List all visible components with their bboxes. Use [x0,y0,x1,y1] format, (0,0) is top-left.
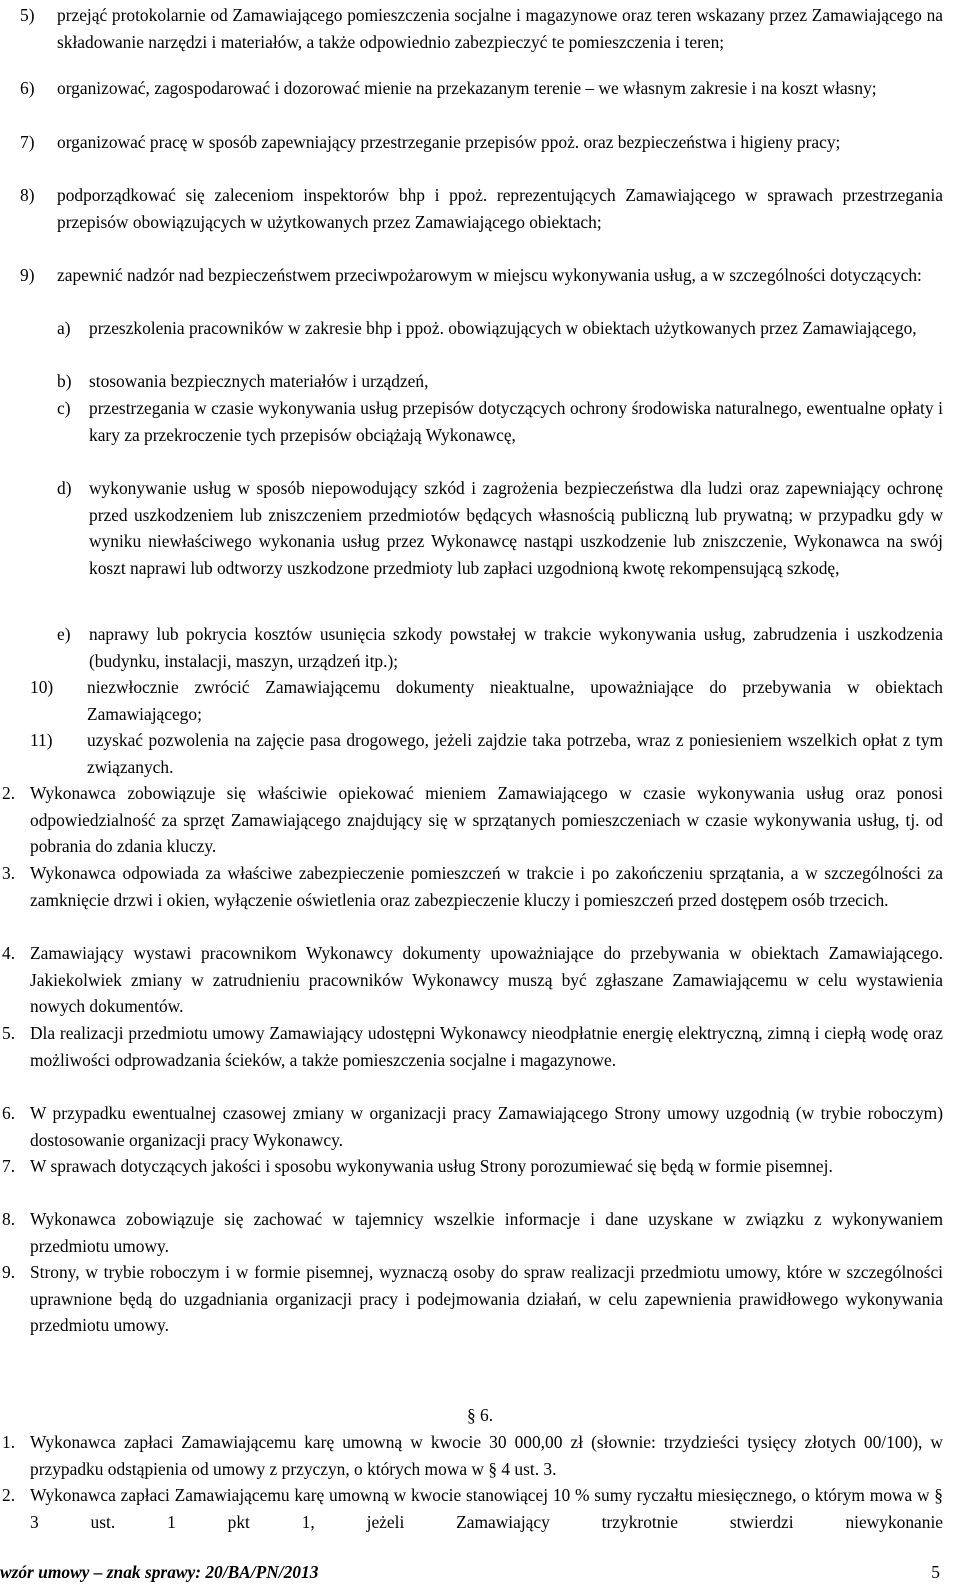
paragraph-number: 9. [2,1262,16,1282]
letter-item-marker: b) [57,371,72,391]
list-item-text: podporządkować się zaleceniom inspektorów bhp i ppoż. reprezentujących Zamawiającego w sprawach przestrzegania przepisów obowiązujących w użytkowanych przez Zamawiającego obiektach; [57,185,943,232]
paragraph-number: 7. [2,1156,16,1176]
list-item [30,727,943,780]
section-paragraph [2,1482,943,1535]
paragraph-text: Wykonawca zapłaci Zamawiającemu karę umowną w kwocie 30 000,00 zł (słownie: trzydzieści tysięcy złotych 00/100), w przypadku odstąpienia od umowy z przyczyn, o których mowa w § 4 ust. 3. [30,1432,943,1479]
letter-item-text: przestrzegania w czasie wykonywania usług przepisów dotyczących ochrony środowiska naturalnego, ewentualne opłaty i kary za przekroczenie tych przepisów obciążają Wykonawcę, [89,398,943,445]
paragraph-number: 2. [2,1485,16,1505]
paragraph-text: W przypadku ewentualnej czasowej zmiany w organizacji pracy Zamawiającego Strony umowy uzgodnią (w trybie roboczym) dostosowanie organizacji pracy Wykonawcy. [30,1103,943,1150]
letter-item [57,315,943,342]
list-item-text: organizować, zagospodarować i dozorować mienie na przekazanym terenie – we własnym zakresie i na koszt własny; [57,78,877,98]
letter-item [57,395,943,448]
list-item-number: 8) [20,185,35,205]
list-item [20,75,943,102]
numbered-paragraph [2,780,943,860]
list-item-text: niezwłocznie zwrócić Zamawiającemu dokumenty nieaktualne, upoważniające do przebywania w obiektach Zamawiającego; [87,677,943,724]
numbered-paragraph [2,1100,943,1153]
list-item-text: uzyskać pozwolenia na zajęcie pasa drogowego, jeżeli zajdzie taka potrzeba, wraz z poniesieniem wszelkich opłat z tym związanych. [87,730,943,777]
list-item [20,182,943,235]
footer-page-number: 5 [931,1562,940,1582]
paragraph-number: 2. [2,783,16,803]
list-item [30,674,943,727]
letter-item-marker: d) [57,478,72,498]
list-item [20,129,943,156]
list-item-text: przejąć protokolarnie od Zamawiającego pomieszczenia socjalne i magazynowe oraz teren wskazany przez Zamawiającego na składowanie narzędzi i materiałów, a także odpowiednio zabezpieczyć te pomieszczenia i teren; [57,5,943,52]
paragraph-text: Dla realizacji przedmiotu umowy Zamawiający udostępni Wykonawcy nieodpłatnie energię elektryczną, zimną i ciepłą wodę oraz możliwości odprowadzania ścieków, a także pomieszczenia socjalne i magazynowe. [30,1023,943,1070]
letter-item-text: stosowania bezpiecznych materiałów i urządzeń, [89,371,429,391]
letter-item [57,475,943,581]
paragraph-text: Wykonawca zobowiązuje się zachować w tajemnicy wszelkie informacje i dane uzyskane w związku z wykonywaniem przedmiotu umowy. [30,1209,943,1256]
paragraph-text: Wykonawca zapłaci Zamawiającemu karę umowną w kwocie stanowiącej 10 % sumy ryczałtu miesięcznego, o którym mowa w § 3 ust. 1 pkt 1, jeżeli Zamawiający trzykrotnie stwierdzi niewykonanie [30,1485,943,1532]
list-item [20,2,943,55]
numbered-paragraph [2,1153,943,1180]
paragraph-number: 4. [2,943,16,963]
paragraph-number: 8. [2,1209,16,1229]
list-item-number: 9) [20,265,35,285]
letter-item-text: wykonywanie usług w sposób niepowodujący szkód i zagrożenia bezpieczeństwa dla ludzi oraz zapewniający ochronę przed uszkodzeniem lub zniszczeniem przedmiotów będących własnością publiczną lub prywatną; w przypadku gdy w wyniku niewłaściwego wykonania usług przez Wykonawcę nastąpi uszkodzenie lub zniszczenie, Wykonawca na swój koszt naprawi lub odtworzy uszkodzone przedmioty lub zapłaci uzgodnioną kwotę rekompensującą szkodę, [89,478,943,578]
list-item-text: zapewnić nadzór nad bezpieczeństwem przeciwpożarowym w miejscu wykonywania usług, a w szczególności dotyczących: [57,265,922,285]
paragraph-number: 3. [2,863,16,883]
numbered-paragraph [2,1206,943,1259]
letter-item-text: naprawy lub pokrycia kosztów usunięcia szkody powstałej w trakcie wykonywania usług, zabrudzenia i uszkodzenia (budynku, instalacji, maszyn, urządzeń itp.); [89,624,943,671]
letter-item-marker: a) [57,318,71,338]
list-item-text: organizować pracę w sposób zapewniający przestrzeganie przepisów ppoż. oraz bezpieczeństwa i higieny pracy; [57,132,841,152]
list-item [20,262,943,289]
section-heading: § 6. [466,1405,494,1425]
letter-item-text: przeszkolenia pracowników w zakresie bhp i ppoż. obowiązujących w obiektach użytkowanych przez Zamawiającego, [89,318,917,338]
list-item-number: 5) [20,5,35,25]
paragraph-text: Strony, w trybie roboczym i w formie pisemnej, wyznaczą osoby do spraw realizacji przedmiotu umowy, które w szczególności uprawnione będą do uzgadniania organizacji pracy i podejmowania działań, w celu zapewnienia prawidłowego wykonywania przedmiotu umowy. [30,1262,943,1336]
list-item-number: 10) [30,677,54,697]
paragraph-text: Zamawiający wystawi pracownikom Wykonawcy dokumenty upoważniające do przebywania w obiektach Zamawiającego. Jakiekolwiek zmiany w zatrudnieniu pracowników Wykonawcy muszą być zgłaszane Zamawiającemu w celu wystawienia nowych dokumentów. [30,943,943,1017]
paragraph-number: 6. [2,1103,16,1123]
paragraph-text: W sprawach dotyczących jakości i sposobu wykonywania usług Strony porozumiewać się będą w formie pisemnej. [30,1156,833,1176]
numbered-paragraph [2,1020,943,1073]
list-item-number: 11) [30,730,53,750]
numbered-paragraph [2,1259,943,1339]
numbered-paragraph [2,860,943,913]
numbered-paragraph [2,940,943,1020]
paragraph-number: 1. [2,1432,16,1452]
list-item-number: 6) [20,78,35,98]
letter-item-marker: c) [57,398,71,418]
paragraph-number: 5. [2,1023,16,1043]
paragraph-text: Wykonawca odpowiada za właściwe zabezpieczenie pomieszczeń w trakcie i po zakończeniu sprzątania, a w szczególności za zamknięcie drzwi i okien, wyłączenie oświetlenia oraz zabezpieczenie kluczy i pomieszczeń przed dostępem osób trzecich. [30,863,943,910]
section-paragraph [2,1429,943,1482]
letter-item [57,368,943,395]
list-item-number: 7) [20,132,35,152]
letter-item [57,621,943,674]
footer-document-reference: wzór umowy – znak sprawy: 20/BA/PN/2013 [0,1562,319,1582]
paragraph-text: Wykonawca zobowiązuje się właściwie opiekować mieniem Zamawiającego w czasie wykonywania usług oraz ponosi odpowiedzialność za sprzęt Zamawiającego znajdujący się w sprzątanych pomieszczeniach w czasie wykonywania usług, tj. od pobrania do zdania kluczy. [30,783,943,857]
letter-item-marker: e) [57,624,71,644]
